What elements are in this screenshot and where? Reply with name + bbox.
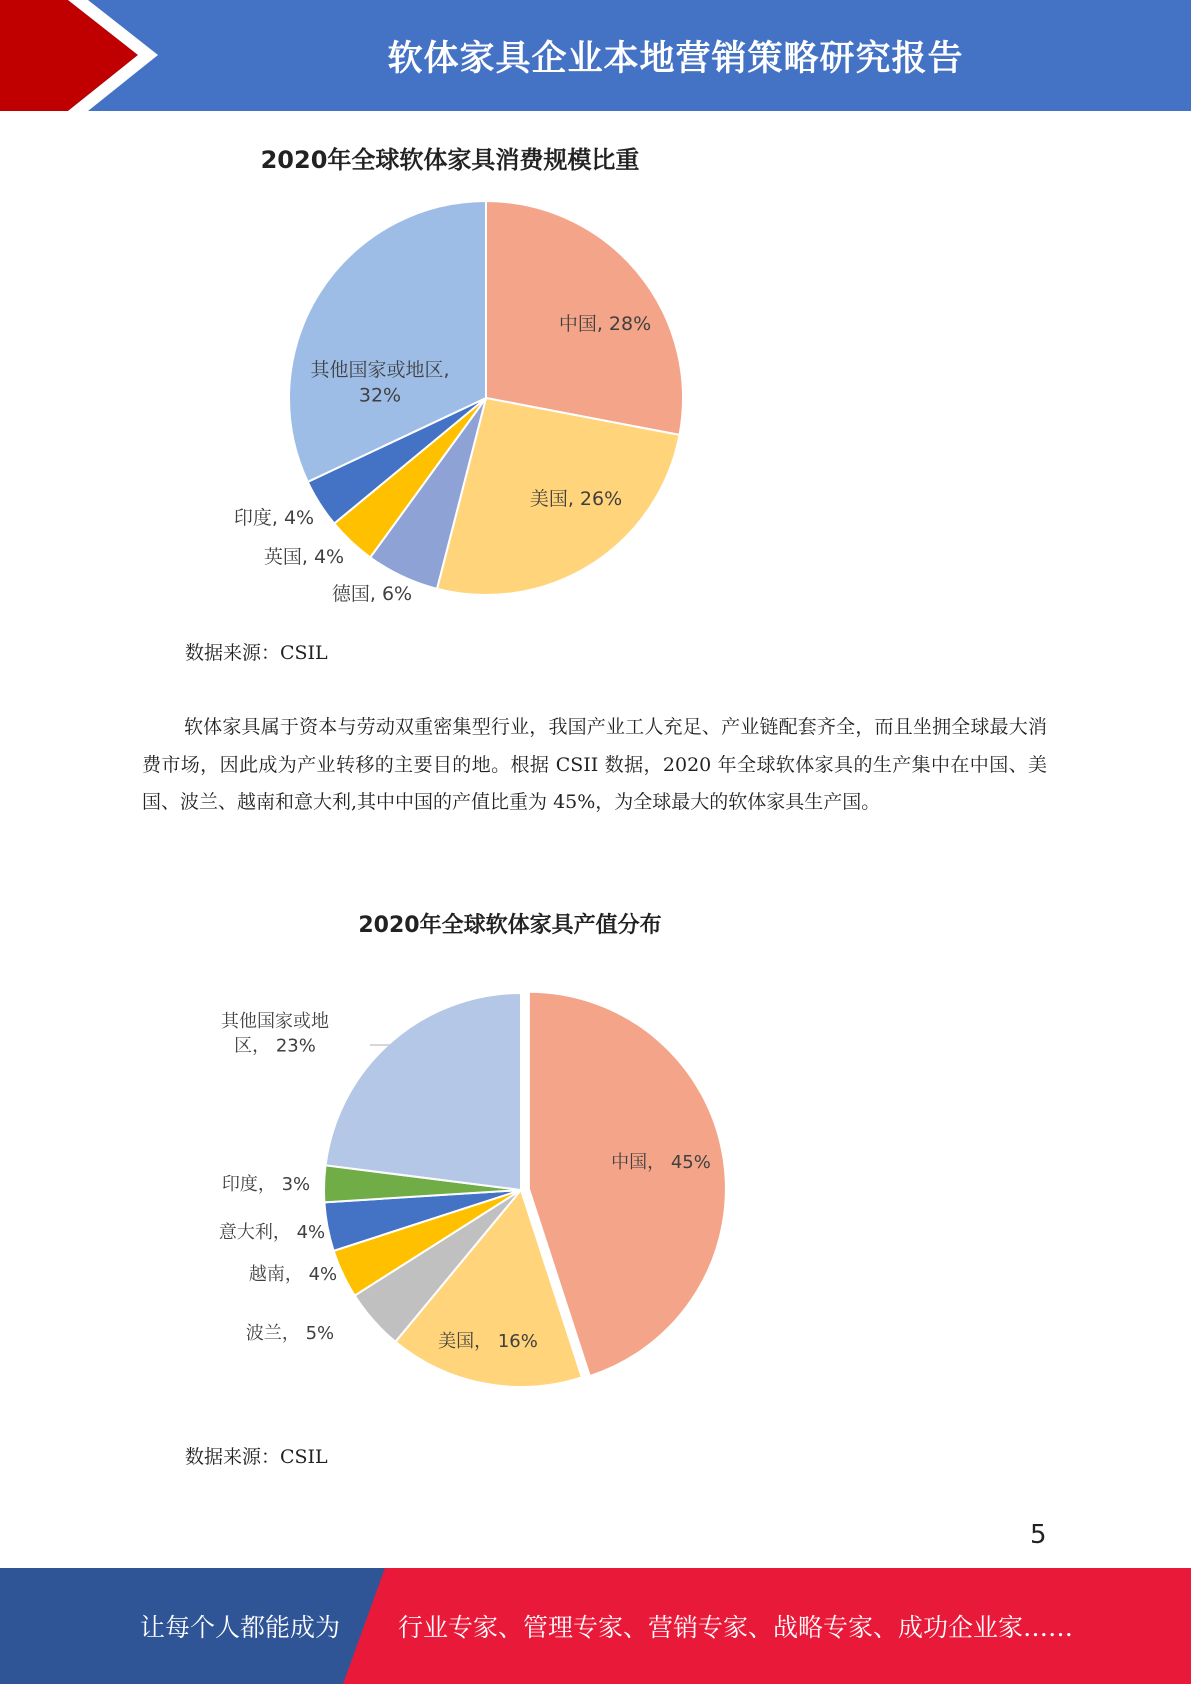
slice-label: 意大利， 4%	[218, 1222, 326, 1243]
footer-slogan-left: 让每个人都能成为	[140, 1613, 341, 1642]
chart-consumption-share	[180, 130, 800, 610]
slice-label: 美国, 26%	[529, 488, 623, 510]
footer-slogan-right: 行业专家、管理专家、营销专家、战略专家、成功企业家……	[398, 1613, 1074, 1642]
chart-2-source: 数据来源：CSIL	[185, 1446, 328, 1468]
slice-label: 美国， 16%	[438, 1331, 538, 1352]
slice-label: 其他国家或地区， 23%	[221, 1011, 329, 1057]
slice-label: 波兰， 5%	[245, 1323, 335, 1344]
slice-label: 英国, 4%	[263, 546, 345, 568]
slice-label: 越南， 4%	[248, 1264, 338, 1285]
page-number: 5	[1030, 1520, 1047, 1550]
report-title: 软体家具企业本地营销策略研究报告	[387, 38, 964, 79]
slice-label: 中国， 45%	[611, 1152, 711, 1173]
slice-label: 德国, 6%	[331, 583, 413, 605]
pie-slice	[326, 993, 521, 1190]
slice-label: 其他国家或地区, 32%	[310, 359, 450, 407]
pie-chart-2	[180, 900, 820, 1400]
pie-chart-1	[180, 130, 800, 610]
slice-label: 印度, 4%	[233, 507, 315, 529]
page-header	[0, 0, 1191, 111]
slice-label: 印度， 3%	[221, 1174, 311, 1195]
chart-production-distribution	[180, 900, 820, 1400]
page-footer	[0, 1568, 1191, 1684]
chart-2-title: 2020年全球软体家具产值分布	[358, 913, 662, 938]
body-paragraph: 软体家具属于资本与劳动双重密集型行业，我国产业工人充足、产业链配套齐全，而且坐拥全球最大消费市场，因此成为产业转移的主要目的地。根据 CSII 数据，2020 年全球软体家具的生产集中在中国、美国、波兰、越南和意大利,其中中国的产值比重为 45%，为全球最大的软体家具生产国。	[142, 716, 1047, 813]
chart-1-source: 数据来源：CSIL	[185, 642, 328, 664]
slice-label: 中国, 28%	[558, 313, 652, 335]
chart-1-title: 2020年全球软体家具消费规模比重	[260, 146, 640, 174]
